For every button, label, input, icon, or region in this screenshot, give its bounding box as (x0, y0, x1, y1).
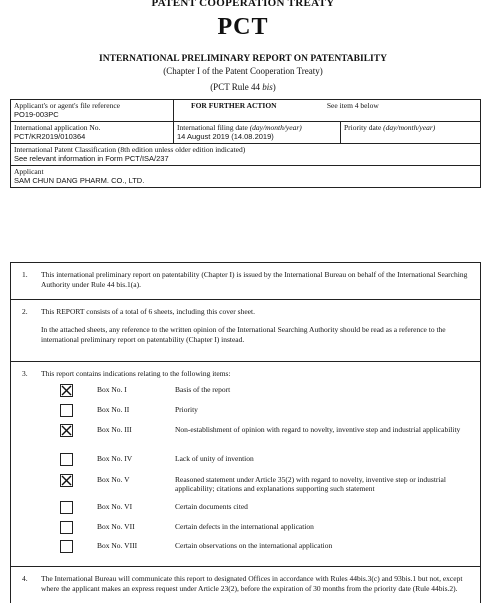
section-4-number: 4. (22, 574, 28, 583)
section-4 (11, 566, 480, 607)
rule-prefix: (PCT Rule 44 (210, 82, 261, 92)
applicant-cell (11, 166, 481, 188)
applicant-value: SAM CHUN DANG PHARM. CO., LTD. (14, 176, 145, 186)
section-1-text: This international preliminary report on patentability (Chapter I) is issued by the International Bureau on behalf of the International Searching Authority under Rule 44 bis.1(a). (41, 270, 468, 289)
application-number-cell (11, 122, 174, 144)
filing-date-label: International filing date (177, 123, 248, 132)
checked-checkbox[interactable] (60, 384, 73, 397)
cross-mark-icon (61, 475, 72, 486)
file-reference-value: PO19-003PC (14, 110, 59, 120)
rule-reference (0, 82, 486, 92)
chapter-subtitle: (Chapter I of the Patent Cooperation Treaty) (163, 66, 323, 76)
section-4-text: The International Bureau will communicate this report to designated Offices in accordance with Rules 44bis.3(c) and 93bis.1 but not, except where the applicant makes an express request under Article 23(2), before the expiration of 30 months from the priority date (Rule 44bis.2). (41, 574, 463, 593)
section-2-number: 2. (22, 307, 28, 316)
box-description: Reasoned statement under Article 35(2) with regard to novelty, inventive step or industrial applicability; citations and explanations supporting such statement (175, 475, 446, 494)
classification-cell (11, 144, 481, 166)
further-action-cell (174, 100, 481, 122)
box-description: Certain observations on the international application (175, 541, 333, 550)
see-item-note: See item 4 below (326, 101, 379, 110)
empty-checkbox[interactable] (60, 521, 73, 534)
empty-checkbox[interactable] (60, 404, 73, 417)
box-number-label: Box No. VI (97, 502, 133, 511)
rule-suffix: ) (272, 82, 276, 92)
priority-date-cell (341, 122, 481, 144)
box-number-label: Box No. IV (97, 454, 133, 463)
filing-date-format: (day/month/year) (249, 123, 302, 132)
filing-date-cell (174, 122, 341, 144)
box-description: Certain defects in the international application (175, 522, 314, 531)
application-number-value: PCT/KR2019/010364 (14, 132, 86, 142)
section-3-text: This report contains indications relating to the following items: (41, 369, 231, 378)
cross-mark-icon (61, 425, 72, 436)
rule-italic: bis (262, 82, 273, 92)
further-action-label: FOR FURTHER ACTION (191, 101, 277, 110)
section-2-text-2: In the attached sheets, any reference to the written opinion of the International Searching Authority should be read as a reference to the international preliminary report on patentability (Chapter I) instead. (41, 325, 446, 344)
empty-checkbox[interactable] (60, 501, 73, 514)
box-number-label: Box No. II (97, 405, 130, 414)
classification-label: International Patent Classification (8th edition unless older edition indicated) (14, 145, 246, 154)
box-description: Non-establishment of opinion with regard to novelty, inventive step and industrial applicability (175, 425, 461, 434)
checked-checkbox[interactable] (60, 424, 73, 437)
file-reference-cell (11, 100, 174, 122)
box-number-label: Box No. III (97, 425, 132, 434)
application-details-table (10, 99, 481, 188)
box-description: Priority (175, 405, 198, 414)
priority-date-label: Priority date (344, 123, 382, 132)
pct-title: PCT (217, 14, 269, 40)
box-number-label: Box No. I (97, 385, 127, 394)
classification-value: See relevant information in Form PCT/ISA/237 (14, 154, 169, 164)
empty-checkbox[interactable] (60, 453, 73, 466)
section-1-number: 1. (22, 270, 28, 279)
cross-mark-icon (61, 385, 72, 396)
section-1 (11, 263, 480, 299)
box-number-label: Box No. V (97, 475, 130, 484)
report-title: INTERNATIONAL PRELIMINARY REPORT ON PATENTABILITY (99, 54, 387, 64)
section-2-text: This REPORT consists of a total of 6 sheets, including this cover sheet. (41, 307, 255, 316)
box-number-label: Box No. VIII (97, 541, 138, 550)
filing-date-value: 14 August 2019 (14.08.2019) (177, 132, 274, 142)
box-number-label: Box No. VII (97, 522, 135, 531)
priority-date-format: (day/month/year) (383, 123, 436, 132)
checked-checkbox[interactable] (60, 474, 73, 487)
applicant-label: Applicant (14, 167, 44, 176)
report-body (10, 262, 481, 603)
section-2 (11, 299, 480, 362)
section-3-number: 3. (22, 369, 28, 378)
treaty-heading: PATENT COOPERATION TREATY (151, 0, 335, 9)
box-description: Certain documents cited (175, 502, 248, 511)
application-number-label: International application No. (14, 123, 101, 132)
file-reference-label: Applicant's or agent's file reference (14, 101, 120, 110)
empty-checkbox[interactable] (60, 540, 73, 553)
section-3 (11, 361, 480, 567)
box-description: Basis of the report (175, 385, 231, 394)
box-description: Lack of unity of invention (175, 454, 254, 463)
